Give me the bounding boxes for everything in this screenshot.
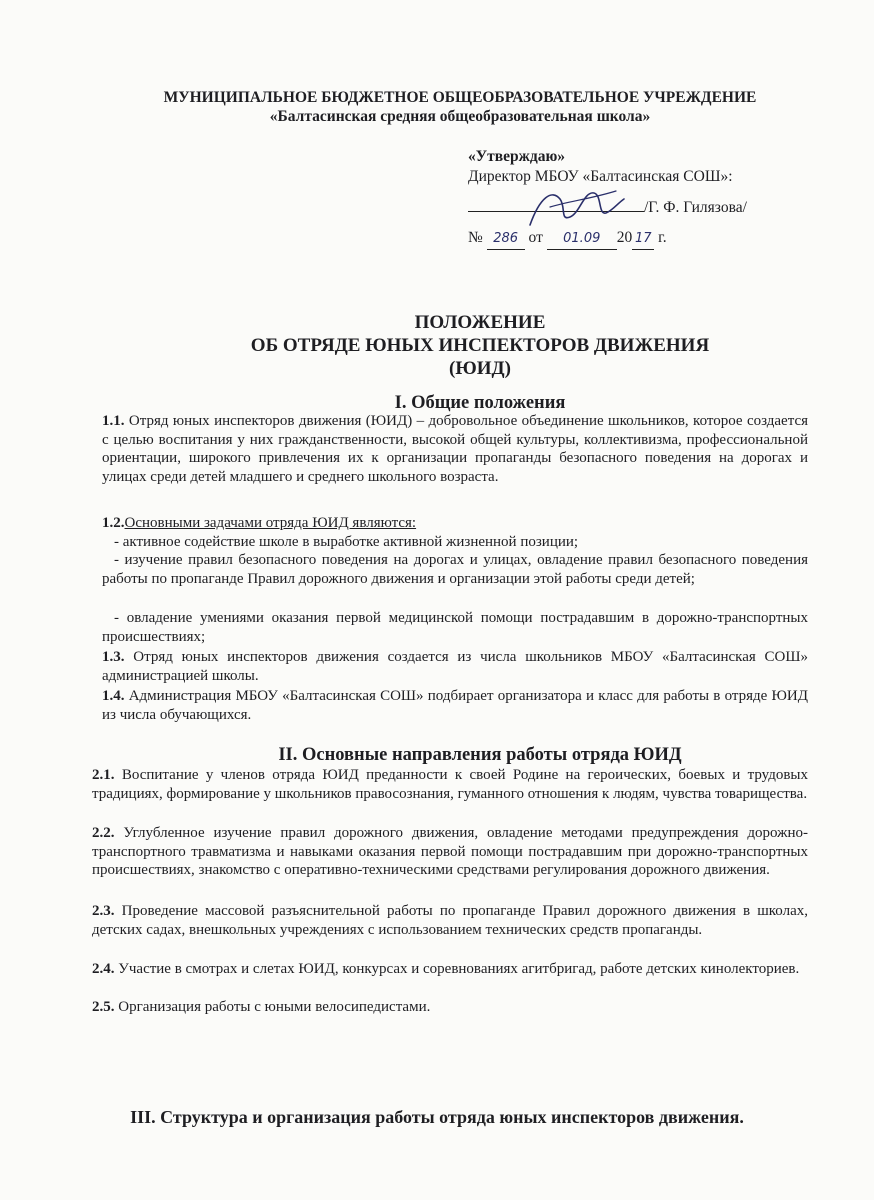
paragraph-text: Воспитание у членов отряда ЮИД преданности к своей Родине на героических, боевых и трудовых традициях, формирование у школьников правосознания, гуманного отношения к людям, чувства товарищества.	[92, 767, 809, 802]
paragraph-number: 1.3.	[102, 649, 125, 665]
section3-title: III. Структура и организация работы отряда юных инспекторов движения.	[130, 1107, 744, 1127]
year-suffix: г.	[658, 229, 667, 246]
paragraph-number: 2.3.	[92, 903, 115, 919]
bullet-1: - активное содействие школе в выработке активной жизненной позиции;	[114, 534, 579, 550]
director-signature	[520, 177, 630, 237]
paragraph-2-2	[92, 824, 808, 880]
org-name-line2: «Балтасинская средняя общеобразовательная школа»	[269, 108, 651, 125]
paragraph-1-4	[102, 687, 808, 724]
order-date: 01.09	[547, 229, 617, 250]
approve-word: «Утверждаю»	[468, 148, 566, 165]
paragraph-2-3	[92, 902, 808, 939]
paragraph-number: 1.1.	[102, 413, 125, 429]
doc-title-line3: (ЮИД)	[449, 358, 511, 379]
number-prefix: №	[468, 229, 483, 246]
paragraph-number: 1.2.	[102, 515, 125, 531]
year-prefix: 20	[616, 229, 633, 246]
paragraph-text: Отряд юных инспекторов движения (ЮИД) – добровольное объединение школьников, которое создается с целью воспитания у них гражданственности, высокой общей культуры, коллективизма, профессиональной ориентации, широкого привлечения их к организации пропаганды безопасного поведения на дорогах и улицах среди детей младшего и среднего школьного возраста.	[102, 413, 809, 485]
paragraph-1-2	[102, 514, 808, 533]
paragraph-text: Участие в смотрах и слетах ЮИД, конкурсах и соревнованиях агитбригад, работе детских кинолекториев.	[118, 961, 800, 977]
paragraph-text: Основными задачами отряда ЮИД являются:	[124, 515, 417, 531]
order-number: 286	[487, 229, 525, 250]
section2-title: II. Основные направления работы отряда ЮИД	[278, 745, 682, 765]
paragraph-text: Организация работы с юными велосипедистами.	[118, 999, 431, 1015]
paragraph-1-3	[102, 648, 808, 685]
paragraph-number: 2.2.	[92, 825, 115, 841]
bullet-3: - овладение умениями оказания первой медицинской помощи пострадавшим в дорожно-транспортных происшествиях;	[102, 610, 808, 645]
paragraph-number: 1.4.	[102, 688, 125, 704]
paragraph-number: 2.5.	[92, 999, 115, 1015]
paragraph-1-1	[102, 412, 808, 486]
paragraph-text: Проведение массовой разъяснительной работы по пропаганде Правил дорожного движения в школах, детских садах, внешкольных учреждениях с использованием технических средств пропаганды.	[92, 903, 809, 938]
date-prefix: от	[528, 229, 543, 246]
paragraph-text: Отряд юных инспекторов движения создается из числа школьников МБОУ «Балтасинская СОШ» администрацией школы.	[102, 649, 809, 684]
section1-title: I. Общие положения	[394, 393, 566, 413]
paragraph-number: 2.1.	[92, 767, 115, 783]
paragraph-2-4	[92, 960, 808, 979]
director-position: Директор МБОУ «Балтасинская СОШ»:	[468, 168, 733, 185]
paragraph-2-5	[92, 998, 808, 1017]
paragraph-text: Администрация МБОУ «Балтасинская СОШ» подбирает организатора и класс для работы в отряде ЮИД из числа обучающихся.	[102, 688, 808, 723]
doc-title-line2: ОБ ОТРЯДЕ ЮНЫХ ИНСПЕКТОРОВ ДВИЖЕНИЯ	[250, 335, 710, 356]
org-name-line1: МУНИЦИПАЛЬНОЕ БЮДЖЕТНОЕ ОБЩЕОБРАЗОВАТЕЛЬНОЕ УЧРЕЖДЕНИЕ	[163, 89, 757, 106]
paragraph-text: Углубленное изучение правил дорожного движения, овладение методами предупреждения дорожно-транспортного травматизма и навыками оказания первой помощи пострадавшим при дорожно-транспортных происшествиях, знакомство с оперативно-техническими средствами регулирования дорожного движения.	[92, 825, 808, 879]
paragraph-2-1	[92, 766, 808, 803]
signatory-name: /Г. Ф. Гилязова/	[644, 199, 747, 216]
doc-title-line1: ПОЛОЖЕНИЕ	[414, 312, 546, 333]
bullet-2: - изучение правил безопасного поведения на дорогах и улицах, овладение правил безопасного поведения работы по пропаганде Правил дорожного движения и организации этой работы среди детей;	[102, 552, 808, 587]
paragraph-number: 2.4.	[92, 961, 115, 977]
order-year: 17	[632, 229, 654, 250]
